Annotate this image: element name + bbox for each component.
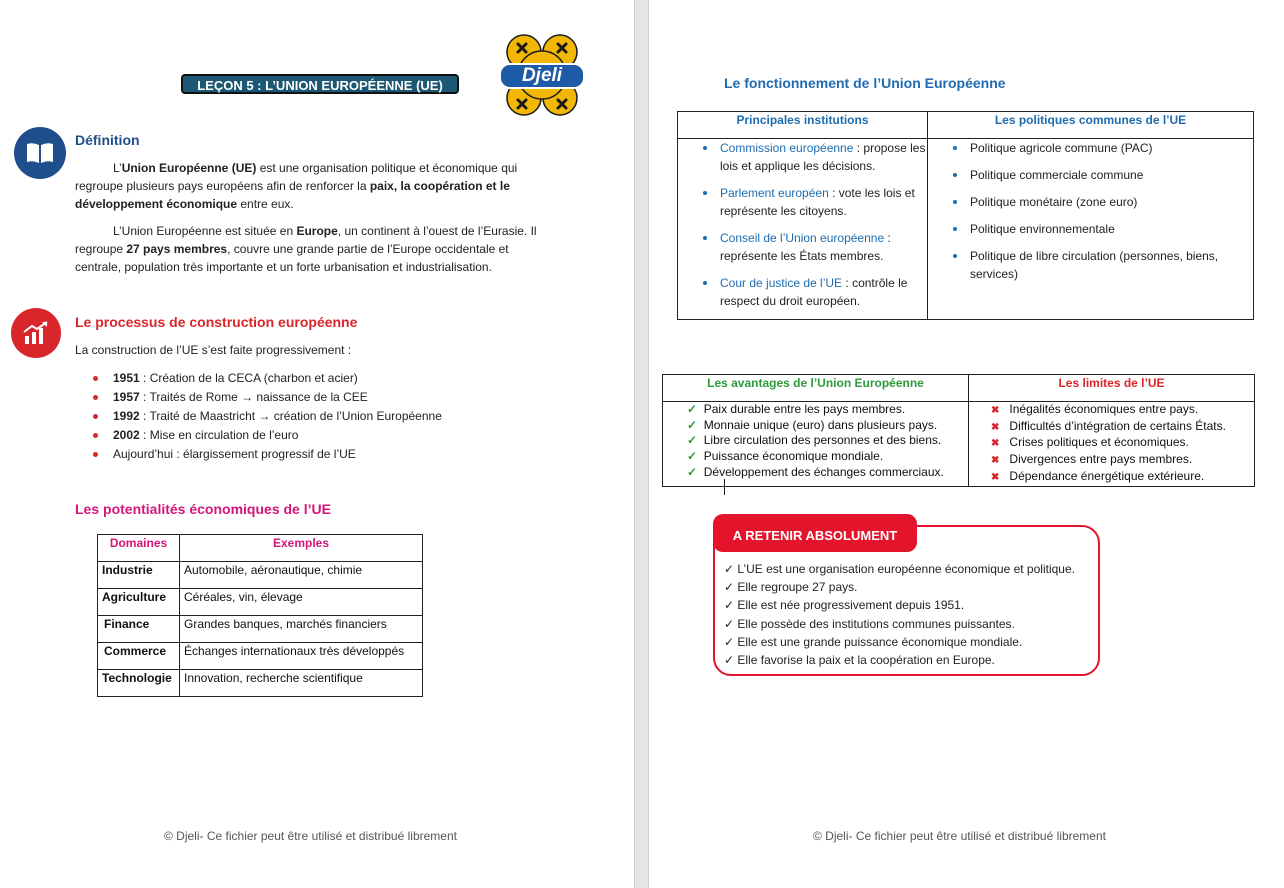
table-row bbox=[98, 670, 423, 697]
timeline-year: 2002 bbox=[113, 428, 140, 442]
institution-item bbox=[678, 184, 927, 220]
cross-icon: ✖ bbox=[991, 438, 1000, 450]
institution-name: Conseil de l’Union européenne bbox=[720, 231, 885, 245]
advantage-text: Développement des échanges commerciaux. bbox=[703, 464, 944, 479]
potential-table bbox=[97, 534, 423, 697]
advantage-text: Libre circulation des personnes et des biens. bbox=[703, 433, 942, 448]
limits-header: Les limites de l’UE bbox=[969, 375, 1255, 402]
retain-item: ✓ Elle possède des institutions communes puissantes. bbox=[724, 616, 1015, 631]
advantage-item bbox=[687, 465, 968, 481]
retain-item: ✓ Elle est une grande puissance économique mondiale. bbox=[724, 634, 1023, 649]
policy-text: Politique agricole commune (PAC) bbox=[970, 141, 1153, 155]
limit-text: Dépendance énergétique extérieure. bbox=[1009, 468, 1205, 483]
bullet-dot bbox=[93, 414, 98, 419]
bullet-dot bbox=[953, 254, 957, 258]
policy-item bbox=[928, 166, 1253, 184]
institution-name: Commission européenne bbox=[720, 141, 854, 155]
text-run: , couvre une grande partie de l’Europe occidentale et centrale, population très importante et un forte urbanisation et industrialisation. bbox=[75, 242, 509, 274]
timeline-text: Aujourd’hui : élargissement progressif de l’UE bbox=[113, 447, 356, 461]
advantage-text: Paix durable entre les pays membres. bbox=[703, 402, 906, 416]
left-page bbox=[0, 0, 634, 888]
example-cell: Échanges internationaux très développés bbox=[180, 643, 423, 670]
policy-text: Politique monétaire (zone euro) bbox=[970, 195, 1138, 209]
institution-desc: : propose les lois et applique les décisions. bbox=[720, 141, 926, 173]
table-header-domains: Domaines bbox=[98, 535, 180, 562]
retain-item: ✓ L’UE est une organisation européenne économique et politique. bbox=[724, 562, 1075, 576]
djeli-logo bbox=[490, 32, 594, 120]
cross-icon: ✖ bbox=[991, 405, 1000, 416]
policy-text: Politique de libre circulation (personnes, biens, services) bbox=[970, 249, 1219, 281]
advantage-item bbox=[687, 449, 968, 465]
advantage-item bbox=[687, 402, 968, 418]
bullet-dot bbox=[953, 200, 957, 204]
potential-heading: Les potentialités économiques de l’UE bbox=[75, 501, 331, 517]
policy-text: Politique environnementale bbox=[970, 222, 1115, 236]
page-gutter bbox=[634, 0, 649, 888]
policy-text: Politique commerciale commune bbox=[970, 168, 1144, 182]
process-heading: Le processus de construction européenne bbox=[75, 314, 358, 330]
text-run-bold: paix, la coopération et le développement économique bbox=[75, 179, 510, 211]
table-row bbox=[98, 643, 423, 670]
timeline-item bbox=[75, 445, 575, 464]
advantage-item bbox=[687, 418, 968, 434]
retain-title: A RETENIR ABSOLUMENT bbox=[713, 514, 917, 552]
institution-item bbox=[678, 274, 927, 310]
timeline-year: 1957 bbox=[113, 390, 140, 404]
check-icon: ✓ bbox=[687, 449, 698, 464]
right-page bbox=[649, 0, 1284, 888]
domain-cell: Agriculture bbox=[98, 589, 180, 616]
timeline-text: : Création de la CECA (charbon et acier) bbox=[139, 371, 358, 385]
table-row bbox=[98, 616, 423, 643]
cross-icon: ✖ bbox=[991, 455, 1000, 467]
check-icon: ✓ bbox=[687, 433, 698, 448]
advantage-item bbox=[687, 433, 968, 449]
retain-list bbox=[724, 560, 1094, 669]
timeline-year: 1992 bbox=[113, 409, 140, 423]
domain-cell: Finance bbox=[98, 616, 180, 643]
table-row bbox=[98, 562, 423, 589]
limit-text: Difficultés d’intégration de certains États. bbox=[1009, 418, 1226, 433]
bullet-dot bbox=[953, 227, 957, 231]
bullet-dot bbox=[953, 173, 957, 177]
advantages-limits-table bbox=[662, 374, 1255, 487]
institution-desc: : représente les États membres. bbox=[720, 231, 891, 263]
timeline-text: : Mise en circulation de l’euro bbox=[139, 428, 299, 442]
limits-cell bbox=[969, 402, 1255, 487]
timeline-text: : Traités de Rome → naissance de la CEE bbox=[139, 390, 368, 404]
timeline-year: 1951 bbox=[113, 371, 140, 385]
advantages-header: Les avantages de l’Union Européenne bbox=[663, 375, 969, 402]
timeline-text: : Traité de Maastricht → création de l’Union Européenne bbox=[139, 409, 442, 423]
limit-item bbox=[991, 452, 1254, 469]
policy-item bbox=[928, 139, 1253, 157]
timeline-item bbox=[75, 369, 575, 388]
text-run: , un continent à l’ouest de l’Eurasie. Il regroupe bbox=[75, 224, 537, 256]
advantages-cell bbox=[663, 402, 969, 487]
timeline-list bbox=[75, 369, 575, 464]
retain-item: ✓ Elle favorise la paix et la coopération en Europe. bbox=[724, 653, 995, 668]
limit-item bbox=[991, 419, 1254, 436]
timeline-item bbox=[75, 407, 575, 426]
example-cell: Automobile, aéronautique, chimie bbox=[180, 562, 423, 589]
text-run-bold: Europe bbox=[296, 224, 338, 238]
institutions-table bbox=[677, 111, 1254, 320]
institution-item bbox=[678, 229, 927, 265]
limit-text: Inégalités économiques entre pays. bbox=[1009, 402, 1199, 416]
policy-item bbox=[928, 247, 1253, 283]
check-icon: ✓ bbox=[687, 417, 698, 432]
limit-item bbox=[991, 469, 1254, 486]
bullet-dot bbox=[93, 433, 98, 438]
policy-item bbox=[928, 193, 1253, 211]
bullet-dot bbox=[703, 146, 707, 150]
cross-icon: ✖ bbox=[991, 471, 1000, 483]
policies-header: Les politiques communes de l’UE bbox=[928, 112, 1254, 139]
timeline-item bbox=[75, 388, 575, 407]
text-run: entre eux. bbox=[237, 197, 294, 211]
institution-desc: : contrôle le respect du droit européen. bbox=[720, 276, 908, 308]
timeline-item bbox=[75, 426, 575, 445]
bullet-dot bbox=[703, 281, 707, 285]
text-run: L’ bbox=[113, 161, 122, 175]
retain-item: ✓ Elle est née progressivement depuis 1951. bbox=[724, 598, 965, 613]
institution-name: Cour de justice de l’UE bbox=[720, 276, 843, 290]
functioning-heading: Le fonctionnement de l’Union Européenne bbox=[724, 75, 1006, 91]
text-cursor bbox=[724, 479, 725, 495]
text-run-bold: 27 pays membres bbox=[126, 242, 228, 256]
example-cell: Innovation, recherche scientifique bbox=[180, 670, 423, 697]
text-run: est une organisation politique et économique qui regroupe plusieurs pays européens afin de renforcer la bbox=[75, 161, 518, 193]
table-header-examples: Exemples bbox=[180, 535, 423, 562]
definition-paragraph-2 bbox=[75, 222, 550, 276]
growth-chart-icon bbox=[11, 308, 61, 358]
domain-cell: Commerce bbox=[98, 643, 180, 670]
advantage-text: Puissance économique mondiale. bbox=[703, 449, 884, 464]
bullet-dot bbox=[93, 452, 98, 457]
check-icon: ✓ bbox=[687, 464, 698, 479]
domain-cell: Industrie bbox=[98, 562, 180, 589]
example-cell: Grandes banques, marchés financiers bbox=[180, 616, 423, 643]
check-icon: ✓ bbox=[687, 402, 698, 416]
policy-item bbox=[928, 220, 1253, 238]
text-run-bold: Union Européenne (UE) bbox=[121, 161, 257, 175]
bullet-dot bbox=[953, 146, 957, 150]
policies-list bbox=[928, 139, 1253, 283]
institutions-list bbox=[678, 139, 927, 310]
definition-heading: Définition bbox=[75, 132, 140, 148]
limit-item bbox=[991, 402, 1254, 419]
bullet-dot bbox=[703, 236, 707, 240]
bullet-dot bbox=[93, 395, 98, 400]
text-run: L’Union Européenne est située en bbox=[113, 224, 297, 238]
page-footer: © Djeli- Ce fichier peut être utilisé et distribué librement bbox=[164, 829, 457, 843]
definition-paragraph-1 bbox=[75, 159, 550, 213]
process-intro: La construction de l’UE s’est faite progressivement : bbox=[75, 343, 352, 357]
institutions-cell bbox=[678, 139, 928, 320]
table-row bbox=[98, 589, 423, 616]
bullet-dot bbox=[703, 191, 707, 195]
bullet-dot bbox=[93, 376, 98, 381]
advantage-text: Monnaie unique (euro) dans plusieurs pays. bbox=[703, 417, 938, 432]
limit-text: Divergences entre pays membres. bbox=[1009, 452, 1193, 467]
domain-cell: Technologie bbox=[98, 670, 180, 697]
example-cell: Céréales, vin, élevage bbox=[180, 589, 423, 616]
institution-name: Parlement européen bbox=[720, 186, 829, 200]
limit-item bbox=[991, 435, 1254, 452]
cross-icon: ✖ bbox=[991, 421, 1000, 433]
djeli-logo-text: Djeli bbox=[521, 65, 563, 86]
book-icon bbox=[14, 127, 66, 179]
policies-cell bbox=[928, 139, 1254, 320]
page-footer: © Djeli- Ce fichier peut être utilisé et distribué librement bbox=[813, 829, 1106, 843]
lesson-title: LEÇON 5 : L’UNION EUROPÉENNE (UE) bbox=[181, 74, 459, 94]
institutions-header: Principales institutions bbox=[678, 112, 928, 139]
institution-item bbox=[678, 139, 927, 175]
retain-item: ✓ Elle regroupe 27 pays. bbox=[724, 580, 858, 595]
limit-text: Crises politiques et économiques. bbox=[1009, 435, 1189, 450]
institution-desc: : vote les lois et représente les citoyens. bbox=[720, 186, 915, 218]
